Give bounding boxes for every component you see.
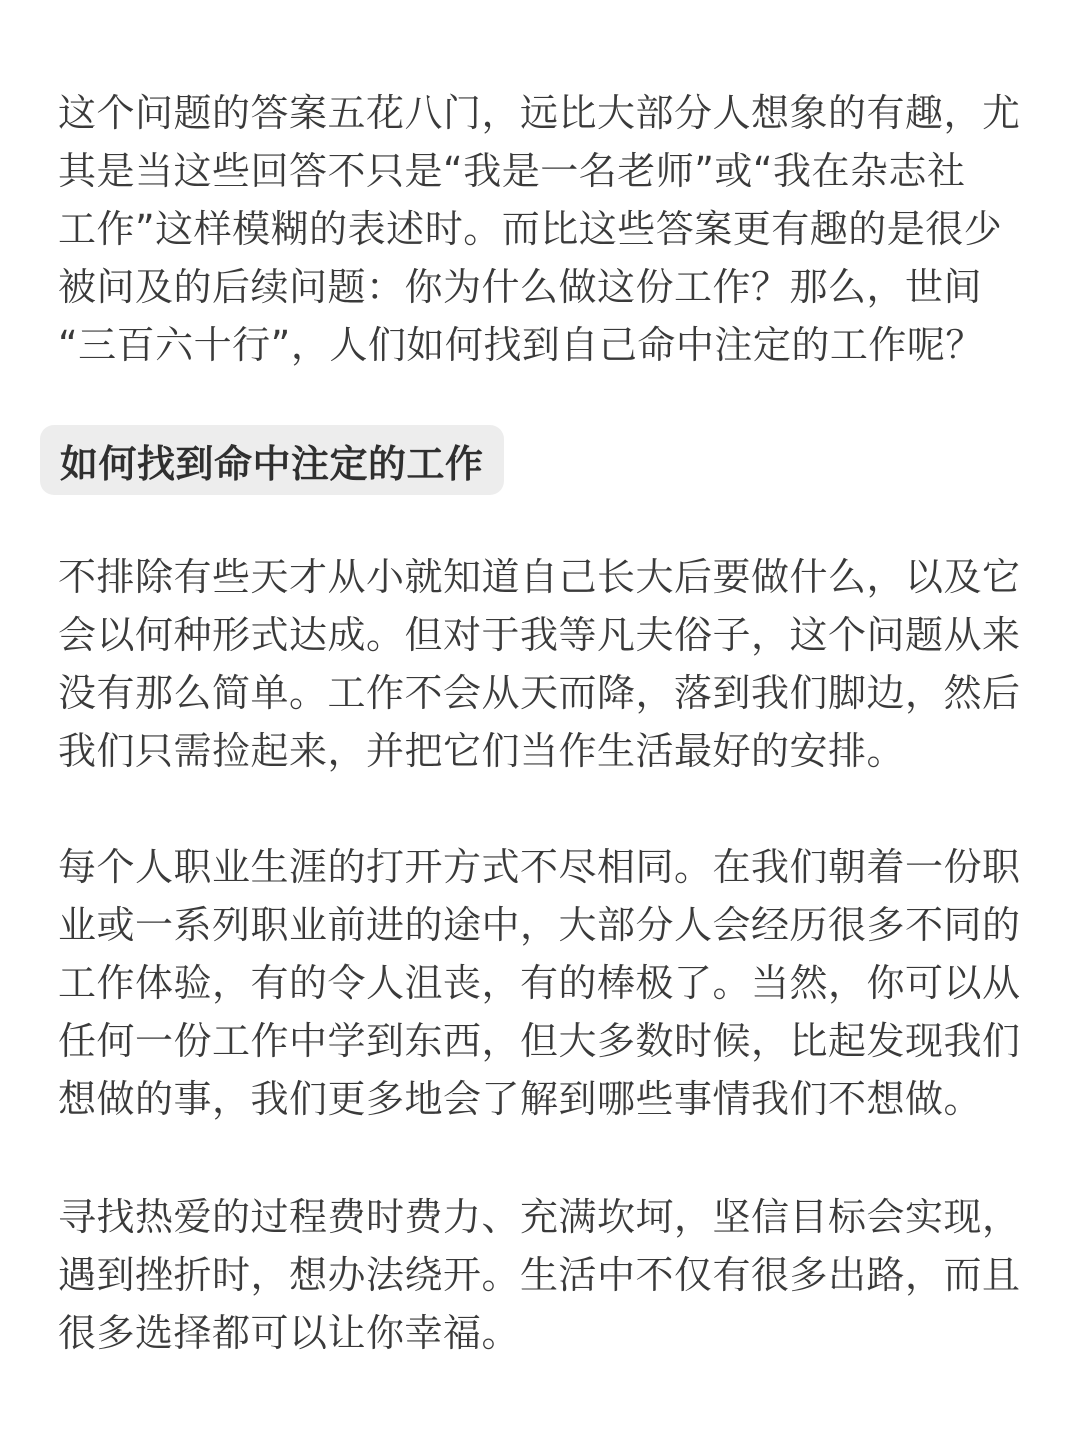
paragraph-line: 想做的事，我们更多地会了解到哪些事情我们不想做。: [58, 1077, 983, 1121]
body-paragraph-2: [58, 838, 1028, 1128]
paragraph-line: 被问及的后续问题：你为什么做这份工作？那么，世间: [58, 265, 983, 309]
paragraph-line: 遇到挫折时，想办法绕开。生活中不仅有很多出路，而且: [58, 1253, 1021, 1297]
paragraph-line: 工作体验，有的令人沮丧，有的棒极了。当然，你可以从: [58, 961, 1021, 1005]
paragraph-line: 业或一系列职业前进的途中，大部分人会经历很多不同的: [58, 903, 1021, 947]
paragraph-line: 会以何种形式达成。但对于我等凡夫俗子，这个问题从来: [58, 613, 1021, 657]
paragraph-line: 这个问题的答案五花八门，远比大部分人想象的有趣，尤: [58, 91, 1021, 135]
section-heading-text: 如何找到命中注定的工作: [60, 441, 484, 486]
paragraph-line: 任何一份工作中学到东西，但大多数时候，比起发现我们: [58, 1019, 1021, 1063]
paragraph-line: 没有那么简单。工作不会从天而降，落到我们脚边，然后: [58, 671, 1021, 715]
paragraph-line: 寻找热爱的过程费时费力、充满坎坷，坚信目标会实现，: [58, 1195, 1021, 1239]
paragraph-line: 其是当这些回答不只是“我是一名老师”或“我在杂志社: [58, 149, 966, 193]
intro-paragraph: [58, 84, 1028, 374]
paragraph-line: 我们只需捡起来，并把它们当作生活最好的安排。: [58, 729, 906, 773]
paragraph-line: 工作”这样模糊的表述时。而比这些答案更有趣的是很少: [58, 207, 1003, 251]
paragraph-line: 很多选择都可以让你幸福。: [58, 1311, 521, 1355]
paragraph-line: 每个人职业生涯的打开方式不尽相同。在我们朝着一份职: [58, 845, 1021, 889]
paragraph-line: 不排除有些天才从小就知道自己长大后要做什么，以及它: [58, 555, 1021, 599]
section-heading: [40, 425, 504, 495]
paragraph-line: “三百六十行”，人们如何找到自己命中注定的工作呢？: [58, 323, 984, 367]
body-paragraph-1: [58, 548, 1028, 780]
body-paragraph-3: [58, 1188, 1028, 1362]
